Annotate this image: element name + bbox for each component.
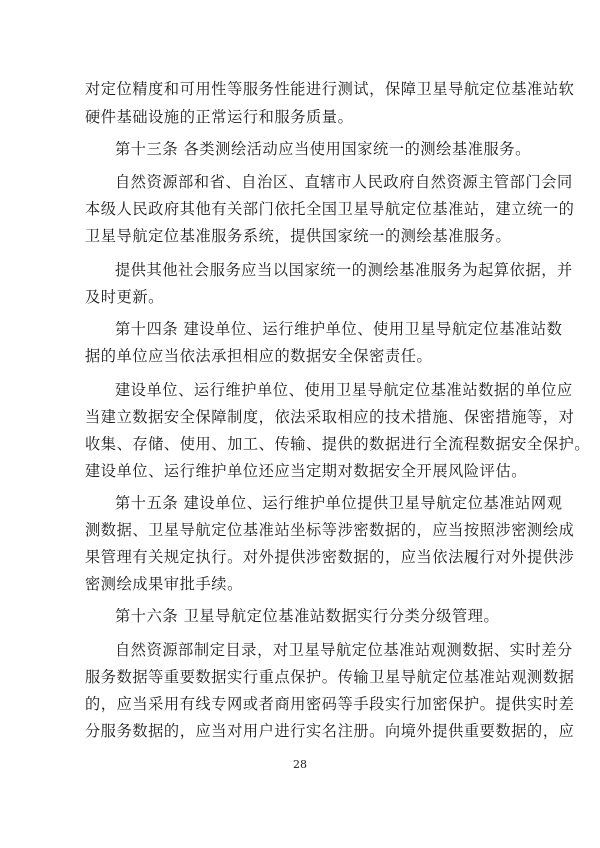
article-15-heading: 第十五条 建设单位、运行维护单位提供卫星导航定位基准站网观	[115, 494, 563, 512]
text-line: 服务数据等重要数据实行重点保护。传输卫星导航定位基准站观测数据	[85, 668, 575, 686]
text-line: 本级人民政府其他有关部门依托全国卫星导航定位基准站，建立统一的	[85, 200, 575, 218]
text-line: 分服务数据的，应当对用户进行实名注册。向境外提供重要数据的，应	[85, 722, 575, 740]
page-number: 28	[293, 758, 307, 771]
text-line: 的，应当采用有线专网或者商用密码等手段实行加密保护。提供实时差	[85, 695, 575, 713]
article-16-heading: 第十六条 卫星导航定位基准站数据实行分类分级管理。	[115, 607, 500, 625]
text-line: 及时更新。	[85, 288, 164, 306]
text-line: 测数据、卫星导航定位基准站坐标等涉密数据的，应当按照涉密测绘成	[85, 521, 575, 539]
text-line: 密测绘成果审批手续。	[85, 575, 243, 593]
text-line: 自然资源部和省、自治区、直辖市人民政府自然资源主管部门会同	[115, 173, 573, 191]
text-line: 提供其他社会服务应当以国家统一的测绘基准服务为起算依据，并	[115, 261, 573, 279]
text-line: 硬件基础设施的正常运行和服务质量。	[85, 108, 354, 126]
text-line: 建设单位、运行维护单位还应当定期对数据安全开展风险评估。	[85, 462, 528, 480]
text-line: 当建立数据安全保障制度，依法采取相应的技术措施、保密措施等，对	[85, 408, 575, 426]
text-line: 建设单位、运行维护单位、使用卫星导航定位基准站数据的单位应	[115, 381, 573, 399]
text-line: 果管理有关规定执行。对外提供涉密数据的，应当依法履行对外提供涉	[85, 548, 575, 566]
text-line: 收集、存储、使用、加工、传输、提供的数据进行全流程数据安全保护。	[85, 435, 591, 453]
text-line: 自然资源部制定目录，对卫星导航定位基准站观测数据、实时差分	[115, 641, 573, 659]
text-line: 对定位精度和可用性等服务性能进行测试，保障卫星导航定位基准站软	[85, 80, 575, 98]
article-13-heading: 第十三条 各类测绘活动应当使用国家统一的测绘基准服务。	[115, 140, 531, 158]
article-14-heading: 第十四条 建设单位、运行维护单位、使用卫星导航定位基准站数	[115, 320, 563, 338]
text-line: 卫星导航定位基准服务系统，提供国家统一的测绘基准服务。	[85, 227, 512, 245]
text-line: 据的单位应当依法承担相应的数据安全保密责任。	[85, 347, 433, 365]
